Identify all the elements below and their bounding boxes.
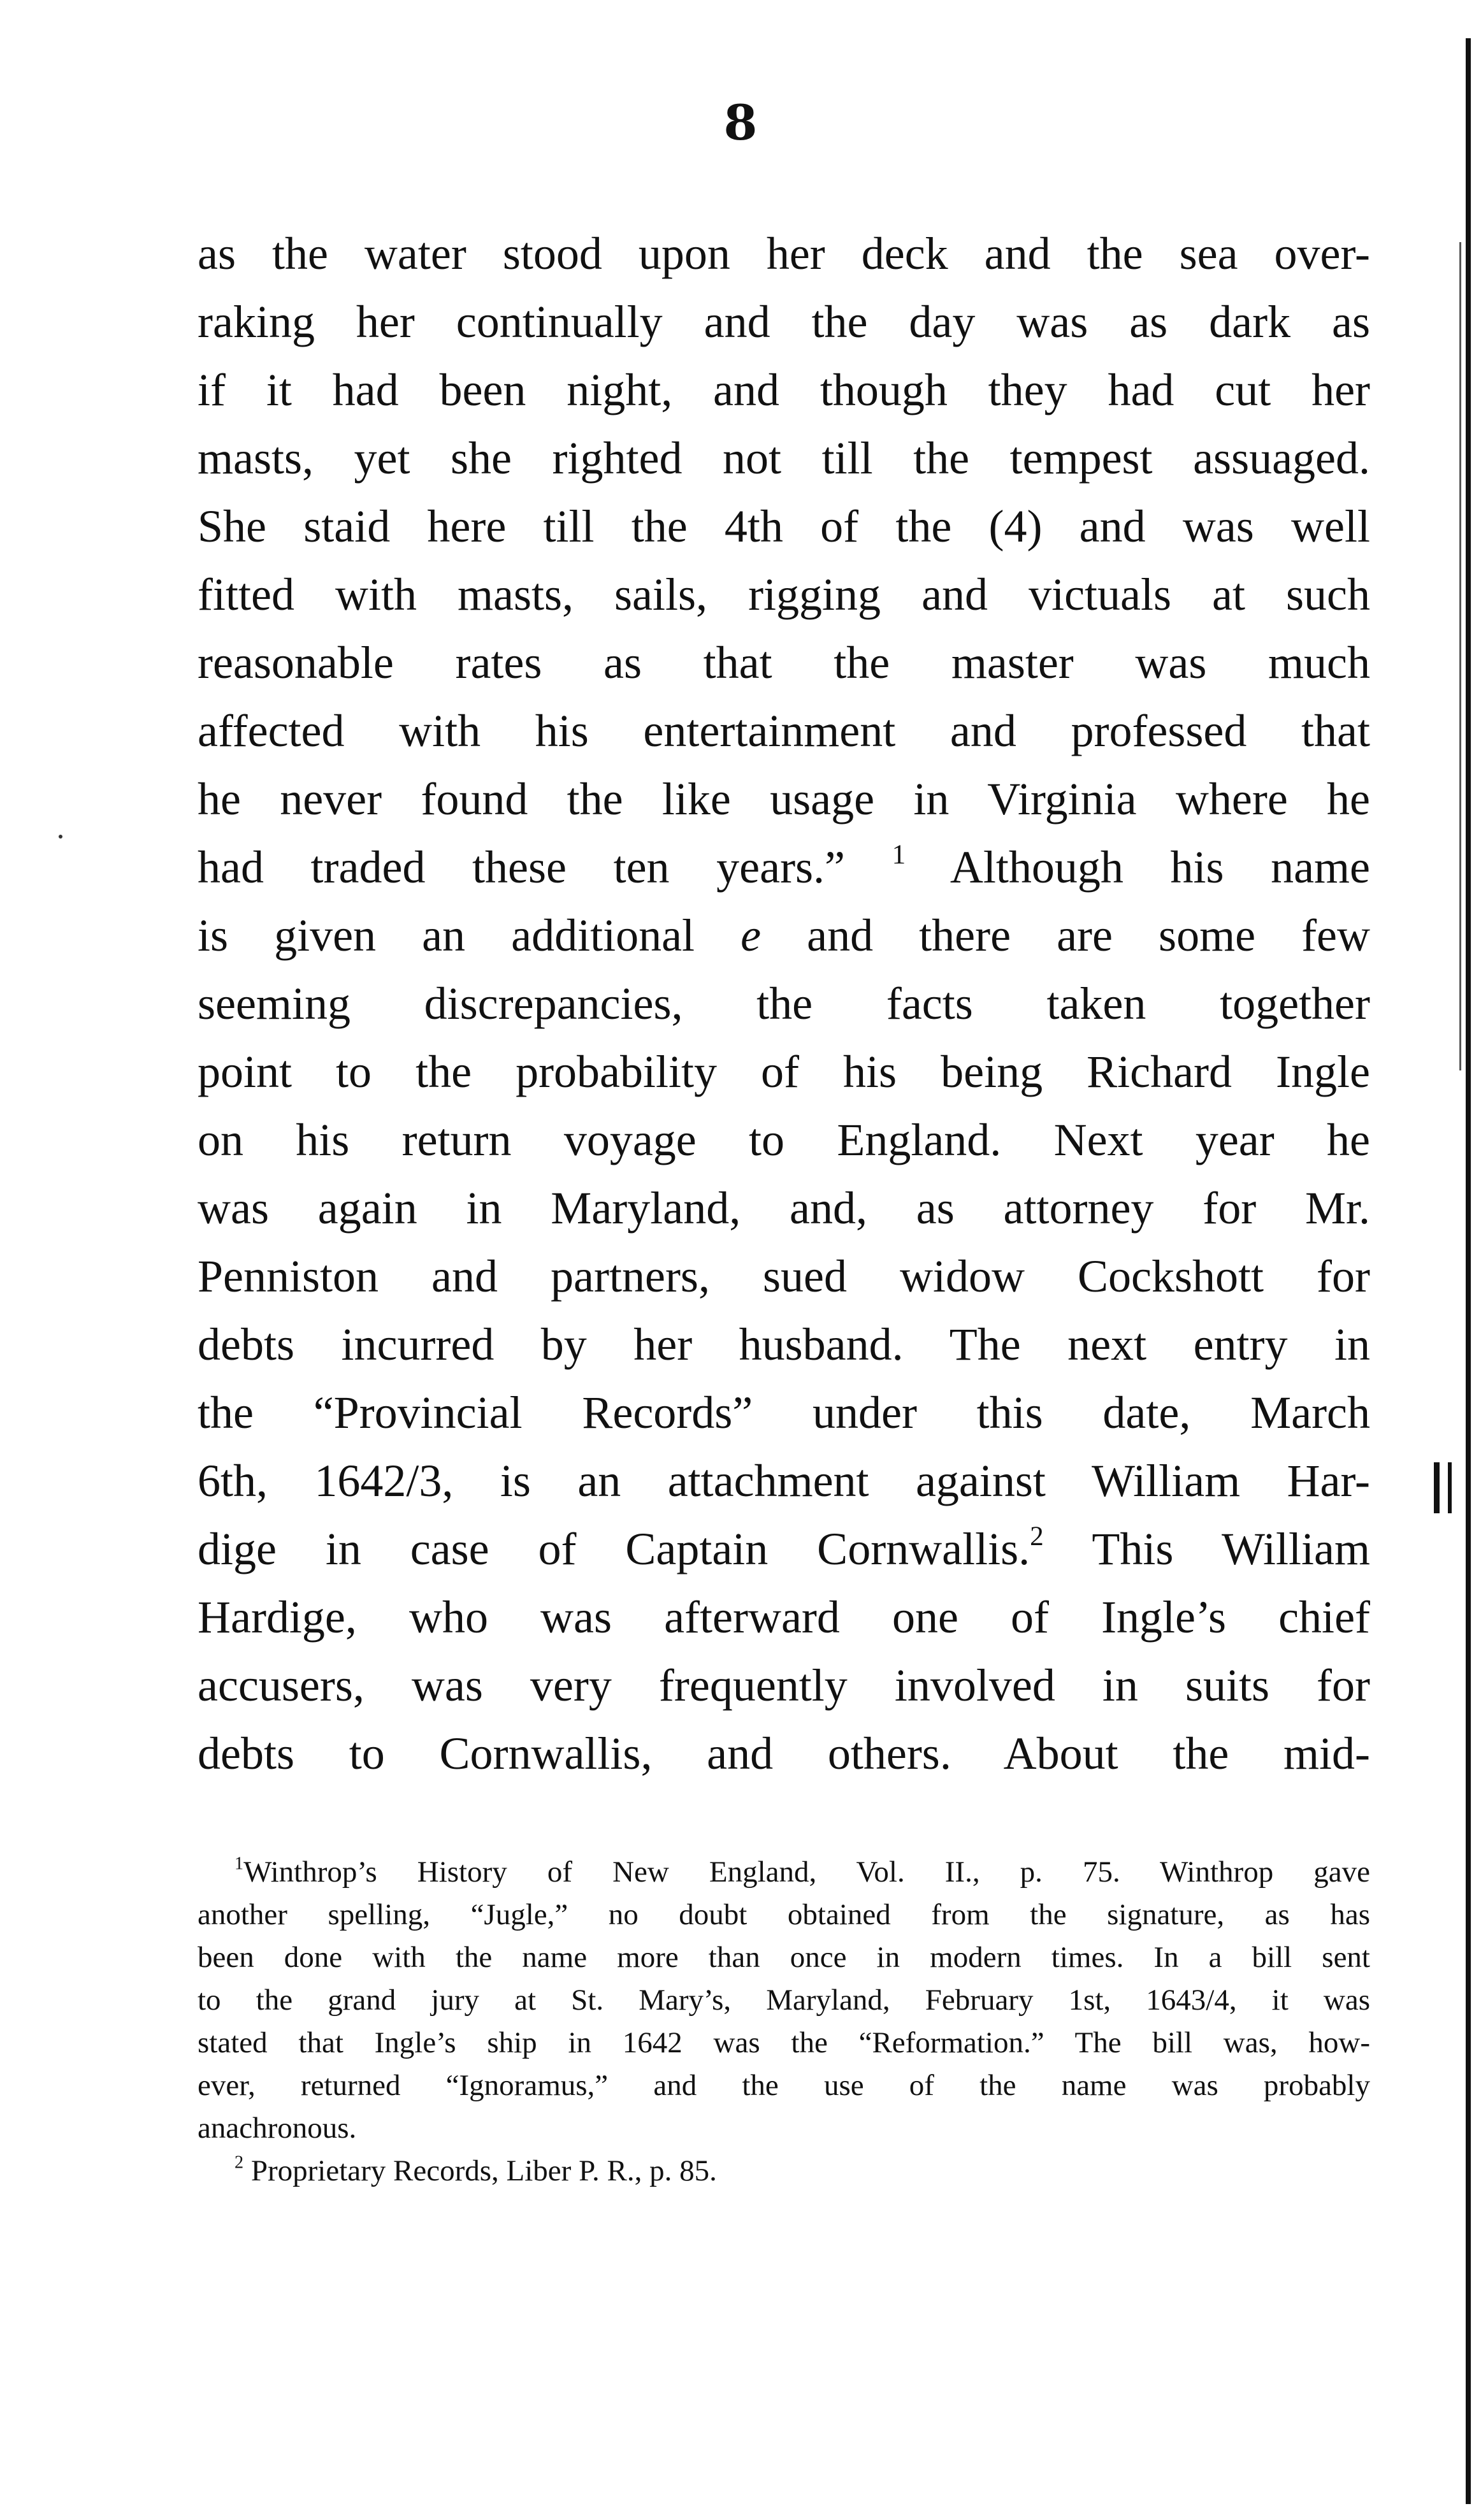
body-line: Hardige, who was afterward one of Ingle’s chief xyxy=(198,1592,1370,1643)
body-segment: had traded these ten years.” xyxy=(198,842,846,893)
body-line: was again in Maryland, and, as attorney for Mr. xyxy=(198,1183,1370,1234)
body-text xyxy=(198,220,1370,1788)
body-line: accusers, was very frequently involved in suits for xyxy=(198,1660,1370,1711)
page-edge-rule xyxy=(1466,38,1471,2504)
body-line: as the water stood upon her deck and the sea over- xyxy=(198,228,1370,279)
page-edge-rule-thin xyxy=(1459,242,1461,1070)
body-line: masts, yet she righted not till the tempest assuaged. xyxy=(198,433,1370,484)
footnote-ref-2[interactable]: 2 xyxy=(1030,1521,1044,1552)
body-line: debts to Cornwallis, and others. About the mid- xyxy=(198,1728,1370,1779)
footnote-1-marker: 1 xyxy=(235,1854,244,1874)
body-segment: dige in case of Captain Cornwallis. xyxy=(198,1523,1030,1574)
body-segment: is given an additional xyxy=(198,910,695,961)
body-line: the “Provincial Records” under this date, March xyxy=(198,1387,1370,1438)
body-line: he never found the like usage in Virginia where he xyxy=(198,774,1370,824)
body-line xyxy=(198,833,1370,902)
body-line: 6th, 1642/3, is an attachment against William Har- xyxy=(198,1455,1370,1506)
footnote-ref-1[interactable]: 1 xyxy=(892,839,906,870)
footnote-1-line: another spelling, “Jugle,” no doubt obtained from the signature, as has xyxy=(198,1898,1370,1931)
margin-mark xyxy=(1434,1462,1452,1513)
body-line: affected with his entertainment and professed that xyxy=(198,705,1370,756)
footnote-1-line xyxy=(198,1851,1370,1894)
body-line: on his return voyage to England. Next year he xyxy=(198,1114,1370,1165)
body-line: Penniston and partners, sued widow Cockshott for xyxy=(198,1251,1370,1302)
body-line xyxy=(198,1515,1370,1583)
body-segment: and there are some few xyxy=(807,910,1371,961)
margin-speck xyxy=(59,835,62,839)
body-line: seeming discrepancies, the facts taken together xyxy=(198,978,1370,1029)
body-line xyxy=(198,902,1370,970)
footnotes xyxy=(198,1851,1370,2192)
footnote-1-text: Winthrop’s History of New England, Vol. II., p. 75. Winthrop gave xyxy=(243,1855,1370,1889)
body-segment: This William xyxy=(1092,1523,1370,1574)
footnote-2-text: Proprietary Records, Liber P. R., p. 85. xyxy=(250,2154,717,2187)
body-line: She staid here till the 4th of the (4) and was well xyxy=(198,501,1370,552)
body-line: raking her continually and the day was as dark as xyxy=(198,296,1370,347)
body-line: point to the probability of his being Richard Ingle xyxy=(198,1046,1370,1097)
body-line: fitted with masts, sails, rigging and victuals at such xyxy=(198,569,1370,620)
italic-letter: e xyxy=(740,910,762,961)
body-segment: Although his name xyxy=(950,842,1371,893)
footnote-2-line xyxy=(198,2150,1370,2192)
footnote-1-line: been done with the name more than once in modern times. In a bill sent xyxy=(198,1941,1370,1974)
body-line: reasonable rates as that the master was much xyxy=(198,637,1370,688)
page-number: 8 xyxy=(723,94,758,151)
footnote-2-marker: 2 xyxy=(235,2152,244,2173)
footnote-1-line: stated that Ingle’s ship in 1642 was the “Reformation.” The bill was, how- xyxy=(198,2026,1370,2059)
footnote-1-line: ever, returned “Ignoramus,” and the use of the name was probably xyxy=(198,2069,1370,2102)
body-line: if it had been night, and though they had cut her xyxy=(198,364,1370,415)
footnote-1-line: to the grand jury at St. Mary’s, Maryland, February 1st, 1643/4, it was xyxy=(198,1984,1370,2017)
footnote-1-line: anachronous. xyxy=(198,2112,357,2145)
body-line: debts incurred by her husband. The next entry in xyxy=(198,1319,1370,1370)
